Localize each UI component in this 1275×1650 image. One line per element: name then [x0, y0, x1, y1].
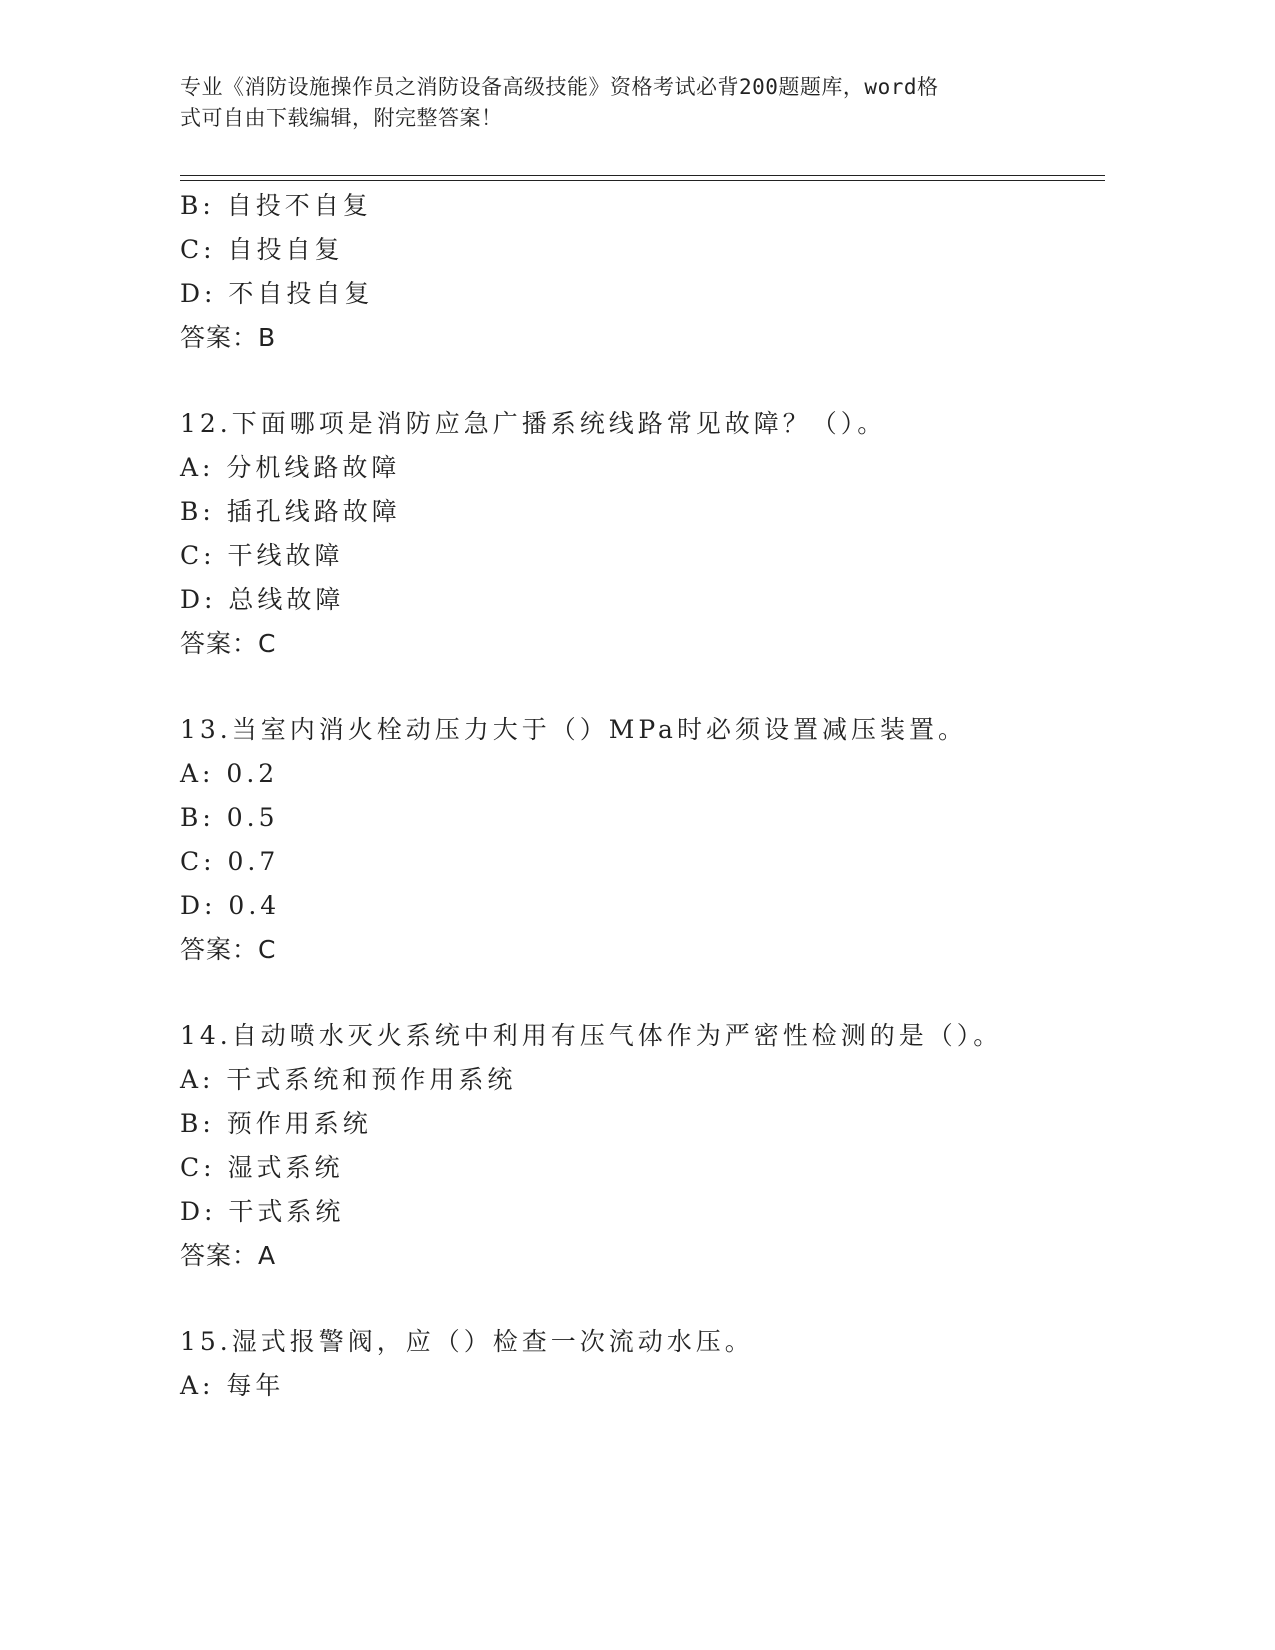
option-c: C: 自投自复 — [180, 235, 344, 264]
question-stem: 13.当室内消火栓动压力大于（）MPa时必须设置减压装置。 — [180, 715, 967, 744]
option-b: B: 预作用系统 — [180, 1109, 372, 1138]
option-d: D: 0.4 — [180, 891, 281, 920]
option-b: B: 自投不自复 — [180, 191, 372, 220]
answer: 答案：B — [180, 323, 277, 352]
question-stem: 12.下面哪项是消防应急广播系统线路常见故障？（）。 — [180, 409, 887, 438]
header-line-1: 专业《消防设施操作员之消防设备高级技能》资格考试必背200题题库，word格 — [180, 75, 939, 99]
question-14 — [180, 1014, 1105, 1278]
question-15 — [180, 1320, 1105, 1408]
option-a: A: 干式系统和预作用系统 — [180, 1065, 517, 1094]
option-a: A: 分机线路故障 — [180, 453, 401, 482]
option-c: C: 干线故障 — [180, 541, 344, 570]
header-divider — [180, 175, 1105, 181]
option-a: A: 每年 — [180, 1371, 285, 1400]
question-stem: 14.自动喷水灭火系统中利用有压气体作为严密性检测的是（）。 — [180, 1021, 1003, 1050]
option-c: C: 湿式系统 — [180, 1153, 344, 1182]
question-list — [180, 184, 1105, 1408]
question-12 — [180, 402, 1105, 666]
question-11-partial — [180, 184, 1105, 360]
option-b: B: 插孔线路故障 — [180, 497, 401, 526]
option-d: D: 总线故障 — [180, 585, 345, 614]
option-a: A: 0.2 — [180, 759, 279, 788]
option-d: D: 干式系统 — [180, 1197, 345, 1226]
question-13 — [180, 708, 1105, 972]
answer: 答案：C — [180, 935, 277, 964]
question-stem: 15.湿式报警阀，应（）检查一次流动水压。 — [180, 1327, 754, 1356]
answer: 答案：A — [180, 1241, 277, 1270]
answer: 答案：C — [180, 629, 277, 658]
header-line-2: 式可自由下载编辑，附完整答案！ — [180, 106, 503, 130]
option-c: C: 0.7 — [180, 847, 280, 876]
option-b: B: 0.5 — [180, 803, 279, 832]
option-d: D: 不自投自复 — [180, 279, 374, 308]
document-header — [180, 72, 1030, 134]
